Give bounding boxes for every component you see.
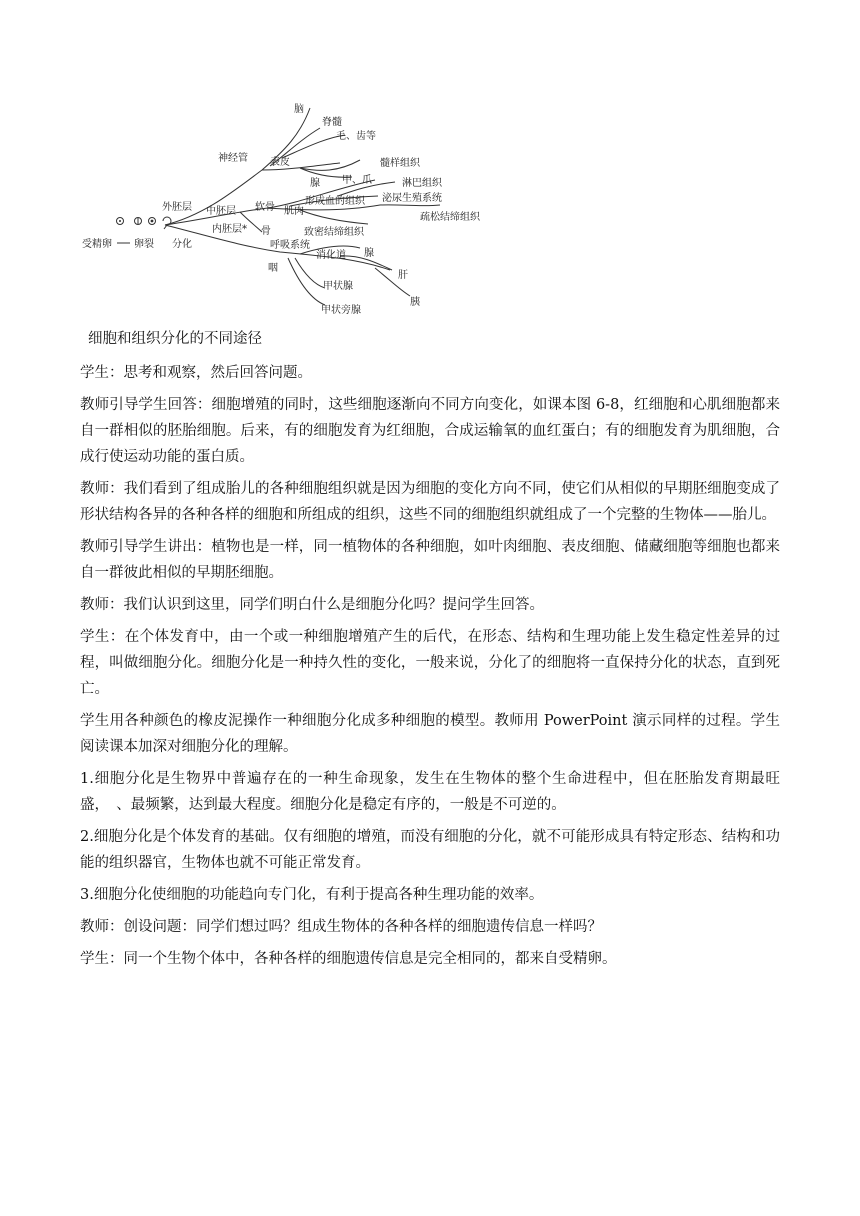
paragraph: 学生：思考和观察，然后回答问题。 <box>80 365 312 381</box>
fertilized-egg-label: 受精卵 <box>82 239 112 250</box>
endoderm-label: 内胚层* <box>212 224 247 235</box>
paragraph: 3.细胞分化使细胞的功能趋向专门化，有利于提高各种生理功能的效率。 <box>80 887 544 903</box>
spinal-cord-label: 脊髓 <box>322 117 342 128</box>
cleavage-label: 卵裂 <box>134 239 154 250</box>
digestive-tract-label: 消化道 <box>316 250 346 261</box>
paragraph: 教师引导学生讲出：植物也是一样，同一植物体的各种细胞，如叶肉细胞、表皮细胞、储藏细胞等细胞也都来自一群彼此相似的早期胚细胞。 <box>80 539 780 581</box>
thyroid-label: 甲状腺 <box>323 281 353 292</box>
dense-tissue-label: 致密结缔组织 <box>304 227 364 238</box>
ectoderm-label: 外胚层 <box>162 202 192 213</box>
epidermis-label: 表皮 <box>270 157 290 168</box>
paragraph: 1.细胞分化是生物界中普遍存在的一种生命现象，发生在生物体的整个生命进程中，但在胚胎发育期最旺盛， 、最频繁，达到最大程度。细胞分化是稳定有序的，一般是不可逆的。 <box>80 771 780 813</box>
paragraph: 教师：创设问题：同学们想过吗？组成生物体的各种各样的细胞遗传信息一样吗？ <box>80 919 602 935</box>
paragraph: 学生用各种颜色的橡皮泥操作一种细胞分化成多种细胞的模型。教师用 PowerPoint 演示同样的过程。学生阅读课本加深对细胞分化的理解。 <box>80 713 780 755</box>
paragraph: 教师引导学生回答：细胞增殖的同时，这些细胞逐渐向不同方向变化，如课本图 6-8，红细胞和心肌细胞都来自一群相似的胚胎细胞。后来，有的细胞发育为红细胞，合成运输氧的血红蛋白；有的细胞发育为肌细胞，合成行使运动功能的蛋白质。 <box>80 397 780 465</box>
mesoderm-label: 中胚层 <box>206 206 236 217</box>
gland-label: 腺 <box>310 178 320 189</box>
loose-tissue-label: 疏松结缔组织 <box>420 212 480 223</box>
lymph-tissue-label: 淋巴组织 <box>402 178 442 189</box>
cartilage-label: 软骨 <box>255 202 275 213</box>
pharynx-label: 咽 <box>268 263 278 274</box>
paragraph: 学生：在个体发育中，由一个或一种细胞增殖产生的后代，在形态、结构和生理功能上发生稳定性差异的过程，叫做细胞分化。细胞分化是一种持久性的变化，一般来说，分化了的细胞将一直保持分化的状态，直到死亡。 <box>80 629 780 697</box>
bone-label: 骨 <box>261 226 271 237</box>
differentiation-tree-figure <box>0 0 860 330</box>
paragraph: 学生：同一个生物个体中，各种各样的细胞遗传信息是完全相同的，都来自受精卵。 <box>80 951 617 967</box>
parathyroid-label: 甲状旁腺 <box>321 305 361 316</box>
respiratory-label: 呼吸系统 <box>270 240 310 251</box>
document-body <box>80 360 780 978</box>
embryo-stage-icons <box>117 217 172 229</box>
liver-label: 肝 <box>398 270 408 281</box>
paragraph: 教师：我们看到了组成胎儿的各种细胞组织就是因为细胞的变化方向不同，使它们从相似的早期胚细胞变成了形状结构各异的各种各样的细胞和所组成的组织，这些不同的细胞组织就组成了一个完整的生物体——胎儿。 <box>80 481 780 523</box>
blood-tissue-label: 形成血的组织 <box>305 196 365 207</box>
figure-caption: 细胞和组织分化的不同途径 <box>88 331 262 347</box>
marrow-tissue-label: 髓样组织 <box>380 158 420 169</box>
pancreas-label: 胰 <box>410 297 420 308</box>
differentiation-label: 分化 <box>172 239 192 250</box>
urogenital-label: 泌尿生殖系统 <box>382 193 442 204</box>
paragraph: 教师：我们认识到这里，同学们明白什么是细胞分化吗？提问学生回答。 <box>80 597 544 613</box>
paragraph: 2.细胞分化是个体发育的基础。仅有细胞的增殖，而没有细胞的分化，就不可能形成具有特定形态、结构和功能的组织器官，生物体也就不可能正常发育。 <box>80 829 780 871</box>
hair-teeth-label: 毛、齿等 <box>336 131 376 142</box>
nail-label: 甲、爪 <box>342 175 372 186</box>
neural-tube-label: 神经管 <box>218 153 248 164</box>
gland2-label: 腺 <box>364 248 374 259</box>
brain-label: 脑 <box>294 104 304 115</box>
muscle-label: 肌肉 <box>284 206 304 217</box>
